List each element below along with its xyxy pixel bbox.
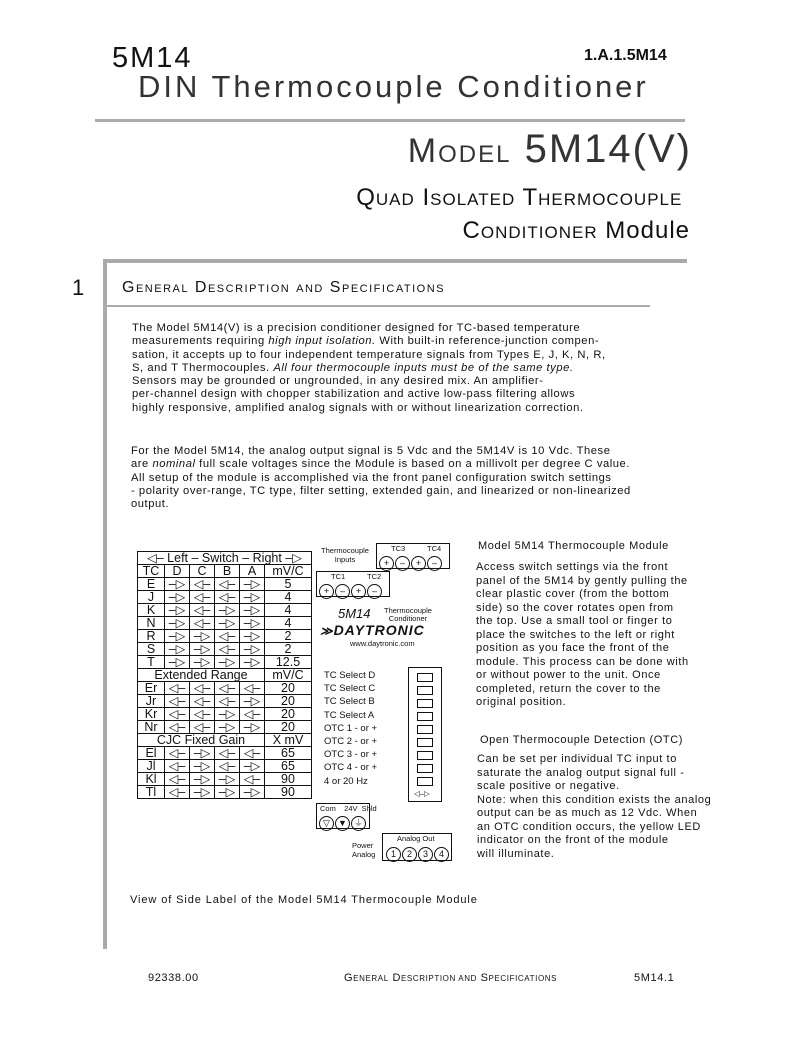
switch-label: TC Select D xyxy=(324,670,376,681)
switch-cell: ◁– xyxy=(165,760,190,773)
text-line: side) so the cover rotates open from xyxy=(476,601,674,614)
switch-cell: –▷ xyxy=(215,617,240,630)
switch-label: TC Select B xyxy=(324,696,375,708)
analog-pin: 4 xyxy=(434,847,449,862)
cjc-header: CJC Fixed Gain xyxy=(138,734,265,747)
dip-switch-block xyxy=(408,667,442,802)
switch-cell: ◁– xyxy=(240,708,265,721)
switch-cell: ◁– xyxy=(190,617,215,630)
text-line: position as you face the front of the xyxy=(476,642,670,654)
daytronic-logo-icon: ≫ xyxy=(320,624,334,638)
table-row xyxy=(138,708,312,721)
description-paragraph-2: For the Model 5M14, the analog output signal is 5 Vdc and the 5M14V is 10 Vdc. These are nominal full scale voltages since the Module is based on a millivolt per degree C value. All setup of the module is accomplished via the front panel configuration switch settings - polarity over-range, TC type, filter setting, extended gain, and linearized or non-linearized output. xyxy=(131,445,631,511)
switch-label: OTC 2 - or + xyxy=(324,735,378,747)
header-subtitle: DIN Thermocouple Conditioner xyxy=(138,69,649,104)
dip-switch xyxy=(417,738,433,747)
analog-pin: 2 xyxy=(402,847,417,862)
footer-page: 5M14.1 xyxy=(634,972,675,984)
text-line: Note: when this condition exists the analog xyxy=(477,793,712,806)
text-line: saturate the analog output signal full - xyxy=(477,766,685,779)
text-line: clear plastic cover (from the bottom xyxy=(476,588,670,600)
text-line: will illuminate. xyxy=(477,847,555,860)
tc-type-cell: T xyxy=(138,656,165,669)
table-row xyxy=(138,695,312,708)
text-line: Can be set per individual TC input to xyxy=(477,753,677,765)
tc-type-cell: K xyxy=(138,604,165,617)
value-cell: 4 xyxy=(265,617,312,630)
model-number: 5M14(V) xyxy=(524,127,692,171)
switch-cell: ◁– xyxy=(190,578,215,591)
switch-cell: –▷ xyxy=(240,591,265,604)
tc-type-cell: E xyxy=(138,578,165,591)
value-cell: 12.5 xyxy=(265,656,312,669)
switch-label: OTC 4 - or + xyxy=(324,762,378,774)
switch-cell: –▷ xyxy=(240,617,265,630)
text-line: module. This process can be done with xyxy=(476,655,689,668)
switch-cell: ◁– xyxy=(165,695,190,708)
extended-range-header: Extended Range xyxy=(138,669,265,682)
column-header: TC xyxy=(138,565,165,578)
switch-cell: –▷ xyxy=(165,656,190,669)
switch-cell: –▷ xyxy=(240,786,265,799)
switch-cell: ◁– xyxy=(165,773,190,786)
dip-switch xyxy=(417,751,433,760)
switch-cell: ◁– xyxy=(215,760,240,773)
footer-section: GENERAL DESCRIPTION AND SPECIFICATIONS xyxy=(344,972,558,984)
table-row xyxy=(138,630,312,643)
table-row xyxy=(138,591,312,604)
product-subtitle: QUAD ISOLATED THERMOCOUPLE CONDITIONER Module xyxy=(356,184,690,244)
switch-cell: ◁– xyxy=(215,578,240,591)
switch-cell: ◁– xyxy=(215,682,240,695)
switch-cell: –▷ xyxy=(240,760,265,773)
dip-switch xyxy=(417,686,433,695)
text-line: the top. Use a small tool or finger to xyxy=(476,615,673,627)
text-line: indicator on the front of the module xyxy=(477,834,669,846)
value-cell: 2 xyxy=(265,643,312,656)
switch-cell: –▷ xyxy=(240,643,265,656)
tc-type-cell: Nr xyxy=(138,721,165,734)
column-header: mV/C xyxy=(265,565,312,578)
text-line: output can be as much as 12 Vdc. When xyxy=(477,807,698,819)
value-cell: 4 xyxy=(265,604,312,617)
tc-type-cell: Jr xyxy=(138,695,165,708)
switch-cell: ◁– xyxy=(190,708,215,721)
table-row xyxy=(138,760,312,773)
tc-type-cell: J xyxy=(138,591,165,604)
switch-cell: ◁– xyxy=(215,630,240,643)
switch-cell: –▷ xyxy=(215,656,240,669)
switch-cell: –▷ xyxy=(190,643,215,656)
value-cell: 65 xyxy=(265,747,312,760)
thermocouple-inputs: Thermocouple Inputs TC3 TC4 + – + – TC1 TC2 + – + – xyxy=(316,543,456,603)
switch-label: 4 or 20 Hz xyxy=(324,775,368,787)
analog-pin: 3 xyxy=(418,847,433,862)
footer-doc-number: 92338.00 xyxy=(148,972,199,984)
table-row xyxy=(138,682,312,695)
value-cell: 20 xyxy=(265,682,312,695)
column-header: A xyxy=(240,565,265,578)
column-header: D xyxy=(165,565,190,578)
switch-header: ◁– Left – Switch – Right –▷ xyxy=(138,552,312,565)
switch-cell: –▷ xyxy=(190,773,215,786)
tc-type-cell: Jl xyxy=(138,760,165,773)
table-row xyxy=(138,773,312,786)
tc-type-cell: Tl xyxy=(138,786,165,799)
switch-cell: –▷ xyxy=(215,773,240,786)
left-margin-bar xyxy=(103,259,107,949)
section-title-rule xyxy=(107,305,650,307)
figure-caption: View of Side Label of the Model 5M14 Thermocouple Module xyxy=(130,894,478,906)
com-terminal-icon: ▽ xyxy=(319,816,334,831)
switch-cell: –▷ xyxy=(240,656,265,669)
tc-type-cell: Kr xyxy=(138,708,165,721)
table-row xyxy=(138,747,312,760)
switch-cell: ◁– xyxy=(165,721,190,734)
switch-label: TC Select C xyxy=(324,683,376,695)
column-header: C xyxy=(190,565,215,578)
table-row xyxy=(138,656,312,669)
doc-code: 1.A.1.5M14 xyxy=(584,47,667,64)
switch-cell: –▷ xyxy=(240,695,265,708)
tc-type-cell: Er xyxy=(138,682,165,695)
switch-cell: ◁– xyxy=(190,591,215,604)
power-terminal-icon: ▼ xyxy=(335,816,350,831)
switch-cell: –▷ xyxy=(165,643,190,656)
description-paragraph-1: The Model 5M14(V) is a precision conditioner designed for TC-based temperature measurements requiring high input isolation. With built-in reference-junction compen- sation, it accepts up to four independent temperature signals from Types E, J, K, N, R, S, and T Thermocouples. All four thermocouple inputs must be of the same type. Sensors may be grounded or ungrounded, in any desired mix. An amplifier- per-channel design with chopper stabilization and active low-pass filtering allows highly responsive, amplified analog signals with or without linearization correction. xyxy=(132,322,606,414)
section-number: 1 xyxy=(72,275,85,300)
dip-switch xyxy=(417,699,433,708)
module-title: Model 5M14 Thermocouple Module xyxy=(478,540,669,552)
switch-cell: –▷ xyxy=(240,630,265,643)
dip-switch xyxy=(417,777,433,786)
section-rule xyxy=(103,259,687,263)
model-title: MODEL 5M14(V) xyxy=(407,127,692,171)
value-cell: 20 xyxy=(265,708,312,721)
text-line: place the switches to the left or right xyxy=(476,628,675,641)
table-row xyxy=(138,617,312,630)
switch-cell: –▷ xyxy=(190,747,215,760)
value-cell: 5 xyxy=(265,578,312,591)
otc-title: Open Thermocouple Detection (OTC) xyxy=(480,734,684,746)
value-cell: 2 xyxy=(265,630,312,643)
dip-switch xyxy=(417,712,433,721)
switch-cell: ◁– xyxy=(215,695,240,708)
switch-labels xyxy=(324,670,377,789)
switch-cell: ◁– xyxy=(190,604,215,617)
switch-label: OTC 3 - or + xyxy=(324,749,378,761)
switch-cell: –▷ xyxy=(165,591,190,604)
value-cell: 65 xyxy=(265,760,312,773)
text-line: or without power to the unit. Once xyxy=(476,669,661,681)
text-line: scale positive or negative. xyxy=(477,780,620,792)
text-line: an OTC condition occurs, the yellow LED xyxy=(477,820,701,833)
switch-cell: ◁– xyxy=(240,773,265,786)
switch-cell: ◁– xyxy=(165,747,190,760)
value-cell: 20 xyxy=(265,721,312,734)
tc-type-cell: Kl xyxy=(138,773,165,786)
switch-cell: –▷ xyxy=(190,656,215,669)
brand-logo: 5M14 Thermocouple Conditioner ≫DAYTRONIC www.daytronic.com xyxy=(320,606,432,648)
value-cell: 20 xyxy=(265,695,312,708)
switch-direction-icon: ◁–▷ xyxy=(414,789,430,798)
switch-label: TC Select A xyxy=(324,709,375,721)
switch-cell: –▷ xyxy=(165,604,190,617)
dip-switch xyxy=(417,764,433,773)
switch-cell: –▷ xyxy=(240,578,265,591)
switch-cell: ◁– xyxy=(165,708,190,721)
tc-type-cell: N xyxy=(138,617,165,630)
table-row xyxy=(138,721,312,734)
header-model: 5M14 xyxy=(112,42,193,74)
value-cell: 90 xyxy=(265,773,312,786)
value-cell: 90 xyxy=(265,786,312,799)
table-row xyxy=(138,604,312,617)
switch-cell: ◁– xyxy=(240,682,265,695)
dip-switch xyxy=(417,673,433,682)
switch-cell: –▷ xyxy=(215,604,240,617)
text-line: original position. xyxy=(476,696,567,708)
tc-type-cell: S xyxy=(138,643,165,656)
switch-cell: ◁– xyxy=(215,747,240,760)
switch-cell: –▷ xyxy=(215,708,240,721)
switch-cell: –▷ xyxy=(165,617,190,630)
dip-switch xyxy=(417,725,433,734)
switch-cell: –▷ xyxy=(240,721,265,734)
analog-pin: 1 xyxy=(386,847,401,862)
otc-description xyxy=(477,753,711,861)
switch-settings-table: ◁– Left – Switch – Right –▷ TC D C B A mV/C E –▷ ◁– ◁– –▷ 5 J –▷ ◁– ◁– –▷ 4 K –▷ ◁– –▷ –▷ 4 N –▷ ◁– –▷ –▷ 4 R –▷ –▷ ◁– –▷ 2 S –▷ –▷ ◁– –▷ 2 T –▷ –▷ –▷ –▷ 12.5 Extended Range mV/C Er ◁– ◁– ◁– ◁– 20 Jr ◁– ◁– ◁– –▷ 20 Kr ◁– ◁– –▷ ◁– 20 Nr ◁– ◁– –▷ –▷ 20 CJC Fixed Gain X mV El ◁– –▷ ◁– ◁– 65 Jl ◁– –▷ ◁– –▷ 65 Kl ◁– –▷ –▷ ◁– 90 Tl ◁– –▷ –▷ –▷ 90 xyxy=(137,551,312,799)
switch-cell: ◁– xyxy=(190,721,215,734)
switch-label: OTC 1 - or + xyxy=(324,722,378,734)
switch-cell: ◁– xyxy=(165,682,190,695)
switch-cell: –▷ xyxy=(215,721,240,734)
table-row xyxy=(138,643,312,656)
switch-cell: –▷ xyxy=(190,786,215,799)
text-line: Access switch settings via the front xyxy=(476,561,669,573)
section-title: General Description and Specifications xyxy=(122,279,446,296)
switch-cell: ◁– xyxy=(240,747,265,760)
switch-cell: –▷ xyxy=(165,630,190,643)
shield-terminal-icon: ⏚ xyxy=(351,816,366,831)
access-instructions xyxy=(476,561,689,710)
column-header: B xyxy=(215,565,240,578)
switch-cell: –▷ xyxy=(190,630,215,643)
switch-cell: ◁– xyxy=(215,643,240,656)
value-cell: 4 xyxy=(265,591,312,604)
power-analog-terminals: Com 24V Shld ▽ ▼ ⏚ Power Analog Analog Out 1 2 3 4 xyxy=(316,803,456,863)
switch-cell: ◁– xyxy=(190,695,215,708)
tc-type-cell: R xyxy=(138,630,165,643)
switch-cell: ◁– xyxy=(165,786,190,799)
switch-cell: –▷ xyxy=(165,578,190,591)
switch-cell: –▷ xyxy=(190,760,215,773)
text-line: panel of the 5M14 by gently pulling the xyxy=(476,574,688,587)
switch-cell: ◁– xyxy=(215,591,240,604)
switch-cell: –▷ xyxy=(215,786,240,799)
switch-cell: –▷ xyxy=(240,604,265,617)
header-rule xyxy=(95,119,685,122)
tc-type-cell: El xyxy=(138,747,165,760)
text-line: completed, return the cover to the xyxy=(476,682,661,695)
switch-cell: ◁– xyxy=(190,682,215,695)
table-row xyxy=(138,578,312,591)
table-row xyxy=(138,786,312,799)
